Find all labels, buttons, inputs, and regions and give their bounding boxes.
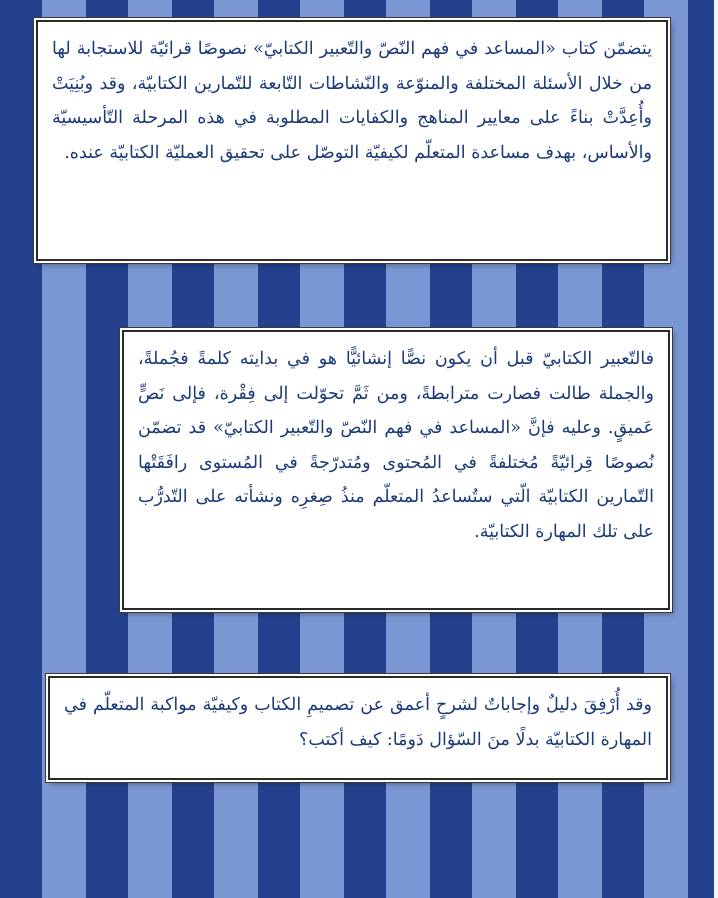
intro-text-box [36, 20, 668, 261]
middle-paragraph: فالتّعبير الكتابيّ قبل أن يكون نصًّا إنشائيًّا هو في بدايته كلمةً فجُملةً، والجملة طالت فصارت مترابطةً، ومن ثَمَّ تحوّلت إلى فِقْرة، فإلى نَصٍّ عَميقٍ. وعليه فإنَّ «المساعد في فهم النّصّ والتّعبير الكتابيّ» قد تضمّن نُصوصًا قِرائيّةً مُختلفةً في المُحتوى ومُتدرّجةً في المُستوى رافَقَتْها التّمارين الكتابيّة الّتي ستُساعدُ المتعلّم منذُ صِغرِه ونشأته على التّدرُّب على تلك المهارة الكتابيّة. [138, 349, 654, 542]
closing-paragraph: وقد أُرْفِقَ دليلٌ وإجاباتٌ لشرحٍ أعمق عن تصميمِ الكتاب وكيفيّة مواكبة المتعلّم في المهارة الكتابيّة بدلًا منَ السّؤال دَومًا: كيف أكتب؟ [64, 695, 652, 750]
closing-text-box [48, 676, 668, 780]
intro-paragraph: يتضمّن كتاب «المساعد في فهم النّصّ والتّعبير الكتابيّ» نصوصًا قرائيّة للاستجابة لها من خلال الأسئلة المختلفة والمنوّعة والنّشاطات التّابعة للتّمارين الكتابيّة، وقد وبُنِيَتْ وأُعِدَّتْ بناءً على معايير المناهج والكفايات المطلوبة في هذه المرحلة التّأسيسيّة والأساس، بهدف مساعدة المتعلّم لكيفيّة التوصّل على تحقيق العمليّة الكتابيّة عنده. [52, 39, 652, 163]
middle-text-box [122, 330, 670, 610]
right-page-edge [704, 0, 718, 898]
